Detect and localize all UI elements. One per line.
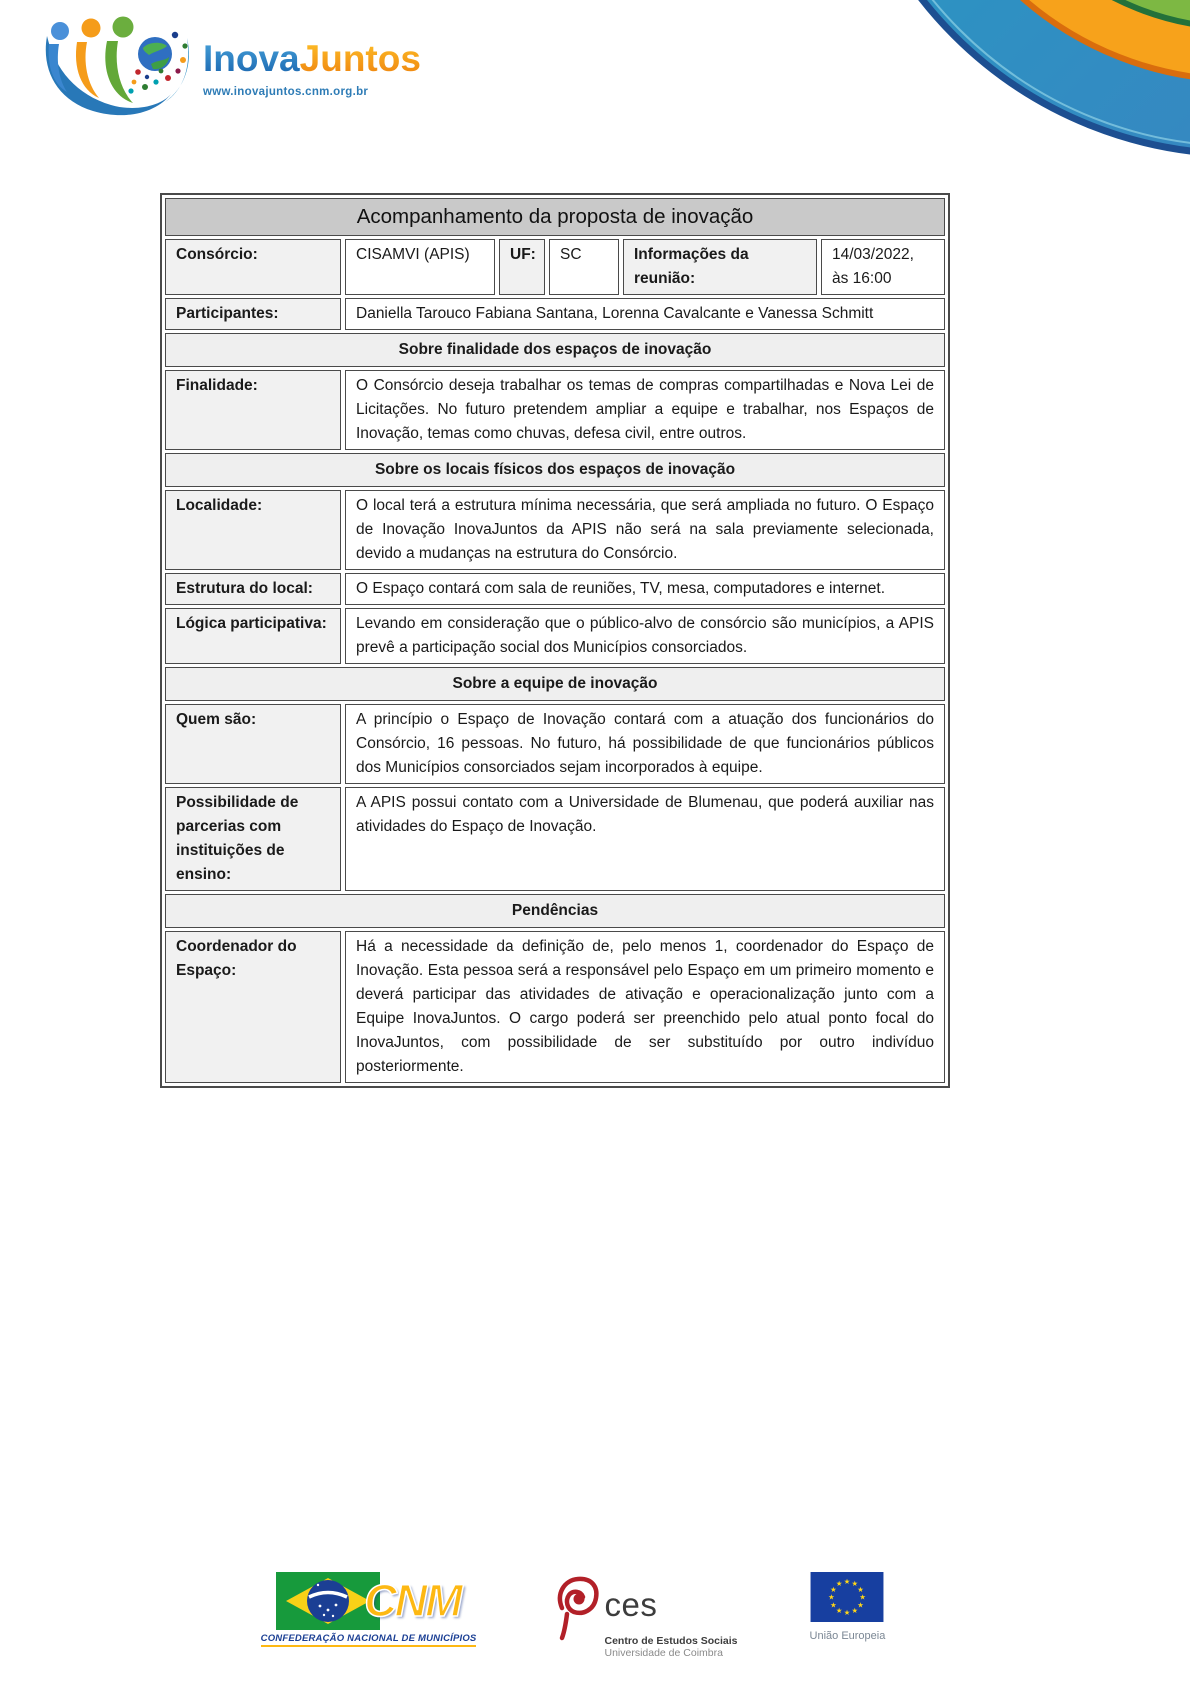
svg-text:★: ★ (836, 1579, 843, 1589)
svg-text:★: ★ (844, 1608, 851, 1618)
inovajuntos-people-globe-icon (35, 8, 195, 126)
localidade-value: O local terá a estrutura mínima necessária, que será ampliada no futuro. O Espaço de Inovação InovaJuntos da APIS não será na sala previamente selecionada, devido a mudanças na estrutura do Consórcio. (345, 490, 945, 570)
coordenador-row (165, 931, 945, 1083)
localidade-row (165, 490, 945, 570)
ces-glyph-icon (548, 1572, 600, 1644)
eu-flag-icon (810, 1572, 884, 1622)
cnm-name-text: CNM (364, 1575, 461, 1626)
parcerias-label: Possibilidade de parcerias com instituições de ensino: (165, 787, 341, 891)
localidade-label: Localidade: (165, 490, 341, 570)
logo-url-text: www.inovajuntos.cnm.org.br (203, 86, 369, 98)
ces-caption-line2: Universidade de Coimbra (604, 1647, 723, 1659)
quem-sao-row (165, 704, 945, 784)
svg-text:★: ★ (859, 1592, 867, 1602)
svg-text:★: ★ (851, 1579, 859, 1589)
uf-value: SC (549, 239, 619, 295)
cnm-logo (261, 1572, 477, 1647)
participantes-label: Participantes: (165, 298, 341, 330)
finalidade-row (165, 370, 945, 450)
orange-arc (910, 0, 1190, 80)
consorcio-label: Consórcio: (165, 239, 341, 295)
ces-name-text: ces (604, 1586, 658, 1623)
section-locais: Sobre os locais físicos dos espaços de inovação (165, 453, 945, 487)
cnm-caption: CONFEDERAÇÃO NACIONAL DE MUNICÍPIOS (261, 1633, 477, 1647)
estrutura-value: O Espaço contará com sala de reuniões, TV, mesa, computadores e internet. (345, 573, 945, 605)
meta-row (165, 239, 945, 295)
participantes-value: Daniella Tarouco Fabiana Santana, Lorenna Cavalcante e Vanessa Schmitt (345, 298, 945, 330)
consorcio-value: CISAMVI (APIS) (345, 239, 495, 295)
quem-sao-label: Quem são: (165, 704, 341, 784)
svg-text:★: ★ (857, 1584, 865, 1594)
estrutura-label: Estrutura do local: (165, 573, 341, 605)
uf-label: UF: (499, 239, 545, 295)
parcerias-value: A APIS possui contato com a Universidade de Blumenau, que poderá auxiliar nas atividades do Espaço de Inovação. (345, 787, 945, 891)
finalidade-label: Finalidade: (165, 370, 341, 450)
logica-value: Levando em consideração que o público-alvo de consórcio são municípios, a APIS prevê a participação social dos Municípios consorciados. (345, 608, 945, 664)
reuniao-label: Informações da reunião: (623, 239, 817, 295)
section-equipe: Sobre a equipe de inovação (165, 667, 945, 701)
coordenador-value: Há a necessidade da definição de, pelo menos 1, coordenador do Espaço de Inovação. Esta pessoa será a responsável pelo Espaço em um primeiro momento e deverá participar das atividades de ativação e operacionalização junto com a Equipe InovaJuntos. O cargo poderá ser preenchido pelo atual ponto focal do InovaJuntos, com possibilidade de ser substituído por outro indivíduo posteriormente. (345, 931, 945, 1083)
corner-arcs-decoration (820, 0, 1190, 210)
logica-row (165, 608, 945, 664)
participantes-row (165, 298, 945, 330)
logo-word-inova: Inova (203, 38, 300, 79)
svg-text:★: ★ (857, 1600, 865, 1610)
svg-text:★: ★ (851, 1606, 859, 1616)
section-pendencias: Pendências (165, 894, 945, 928)
green-arc (962, 0, 1190, 28)
table-title: Acompanhamento da proposta de inovação (165, 198, 945, 236)
blue-arc (836, 0, 1190, 154)
footer-partner-logos (0, 1572, 1168, 1659)
coordenador-label: Coordenador do Espaço: (165, 931, 341, 1083)
svg-text:★: ★ (836, 1606, 843, 1616)
svg-text:★: ★ (844, 1576, 851, 1586)
eu-caption: União Europeia (809, 1630, 886, 1642)
logo-word-juntos: Juntos (299, 38, 421, 79)
finalidade-value: O Consórcio deseja trabalhar os temas de compras compartilhadas e Nova Lei de Licitações. No futuro pretendem ampliar a equipe e trabalhar, nos Espaços de Inovação, temas como chuvas, defesa civil, entre outros. (345, 370, 945, 450)
svg-text:★: ★ (830, 1584, 838, 1594)
section-finalidade: Sobre finalidade dos espaços de inovação (165, 333, 945, 367)
inovajuntos-logo (35, 8, 421, 126)
ces-logo (548, 1572, 737, 1659)
proposal-table (160, 193, 950, 1088)
parcerias-row (165, 787, 945, 891)
eu-logo (810, 1572, 886, 1642)
estrutura-row (165, 573, 945, 605)
svg-text:★: ★ (830, 1600, 838, 1610)
quem-sao-value: A princípio o Espaço de Inovação contará com a atuação dos funcionários do Consórcio, 16 pessoas. No futuro, há possibilidade de que funcionários públicos dos Municípios consorciados sejam incorporados à equipe. (345, 704, 945, 784)
reuniao-value: 14/03/2022, às 16:00 (821, 239, 945, 295)
logo-wordmark (203, 40, 421, 77)
svg-text:★: ★ (828, 1592, 836, 1602)
ces-caption-line1: Centro de Estudos Sociais (604, 1635, 738, 1647)
logica-label: Lógica participativa: (165, 608, 341, 664)
